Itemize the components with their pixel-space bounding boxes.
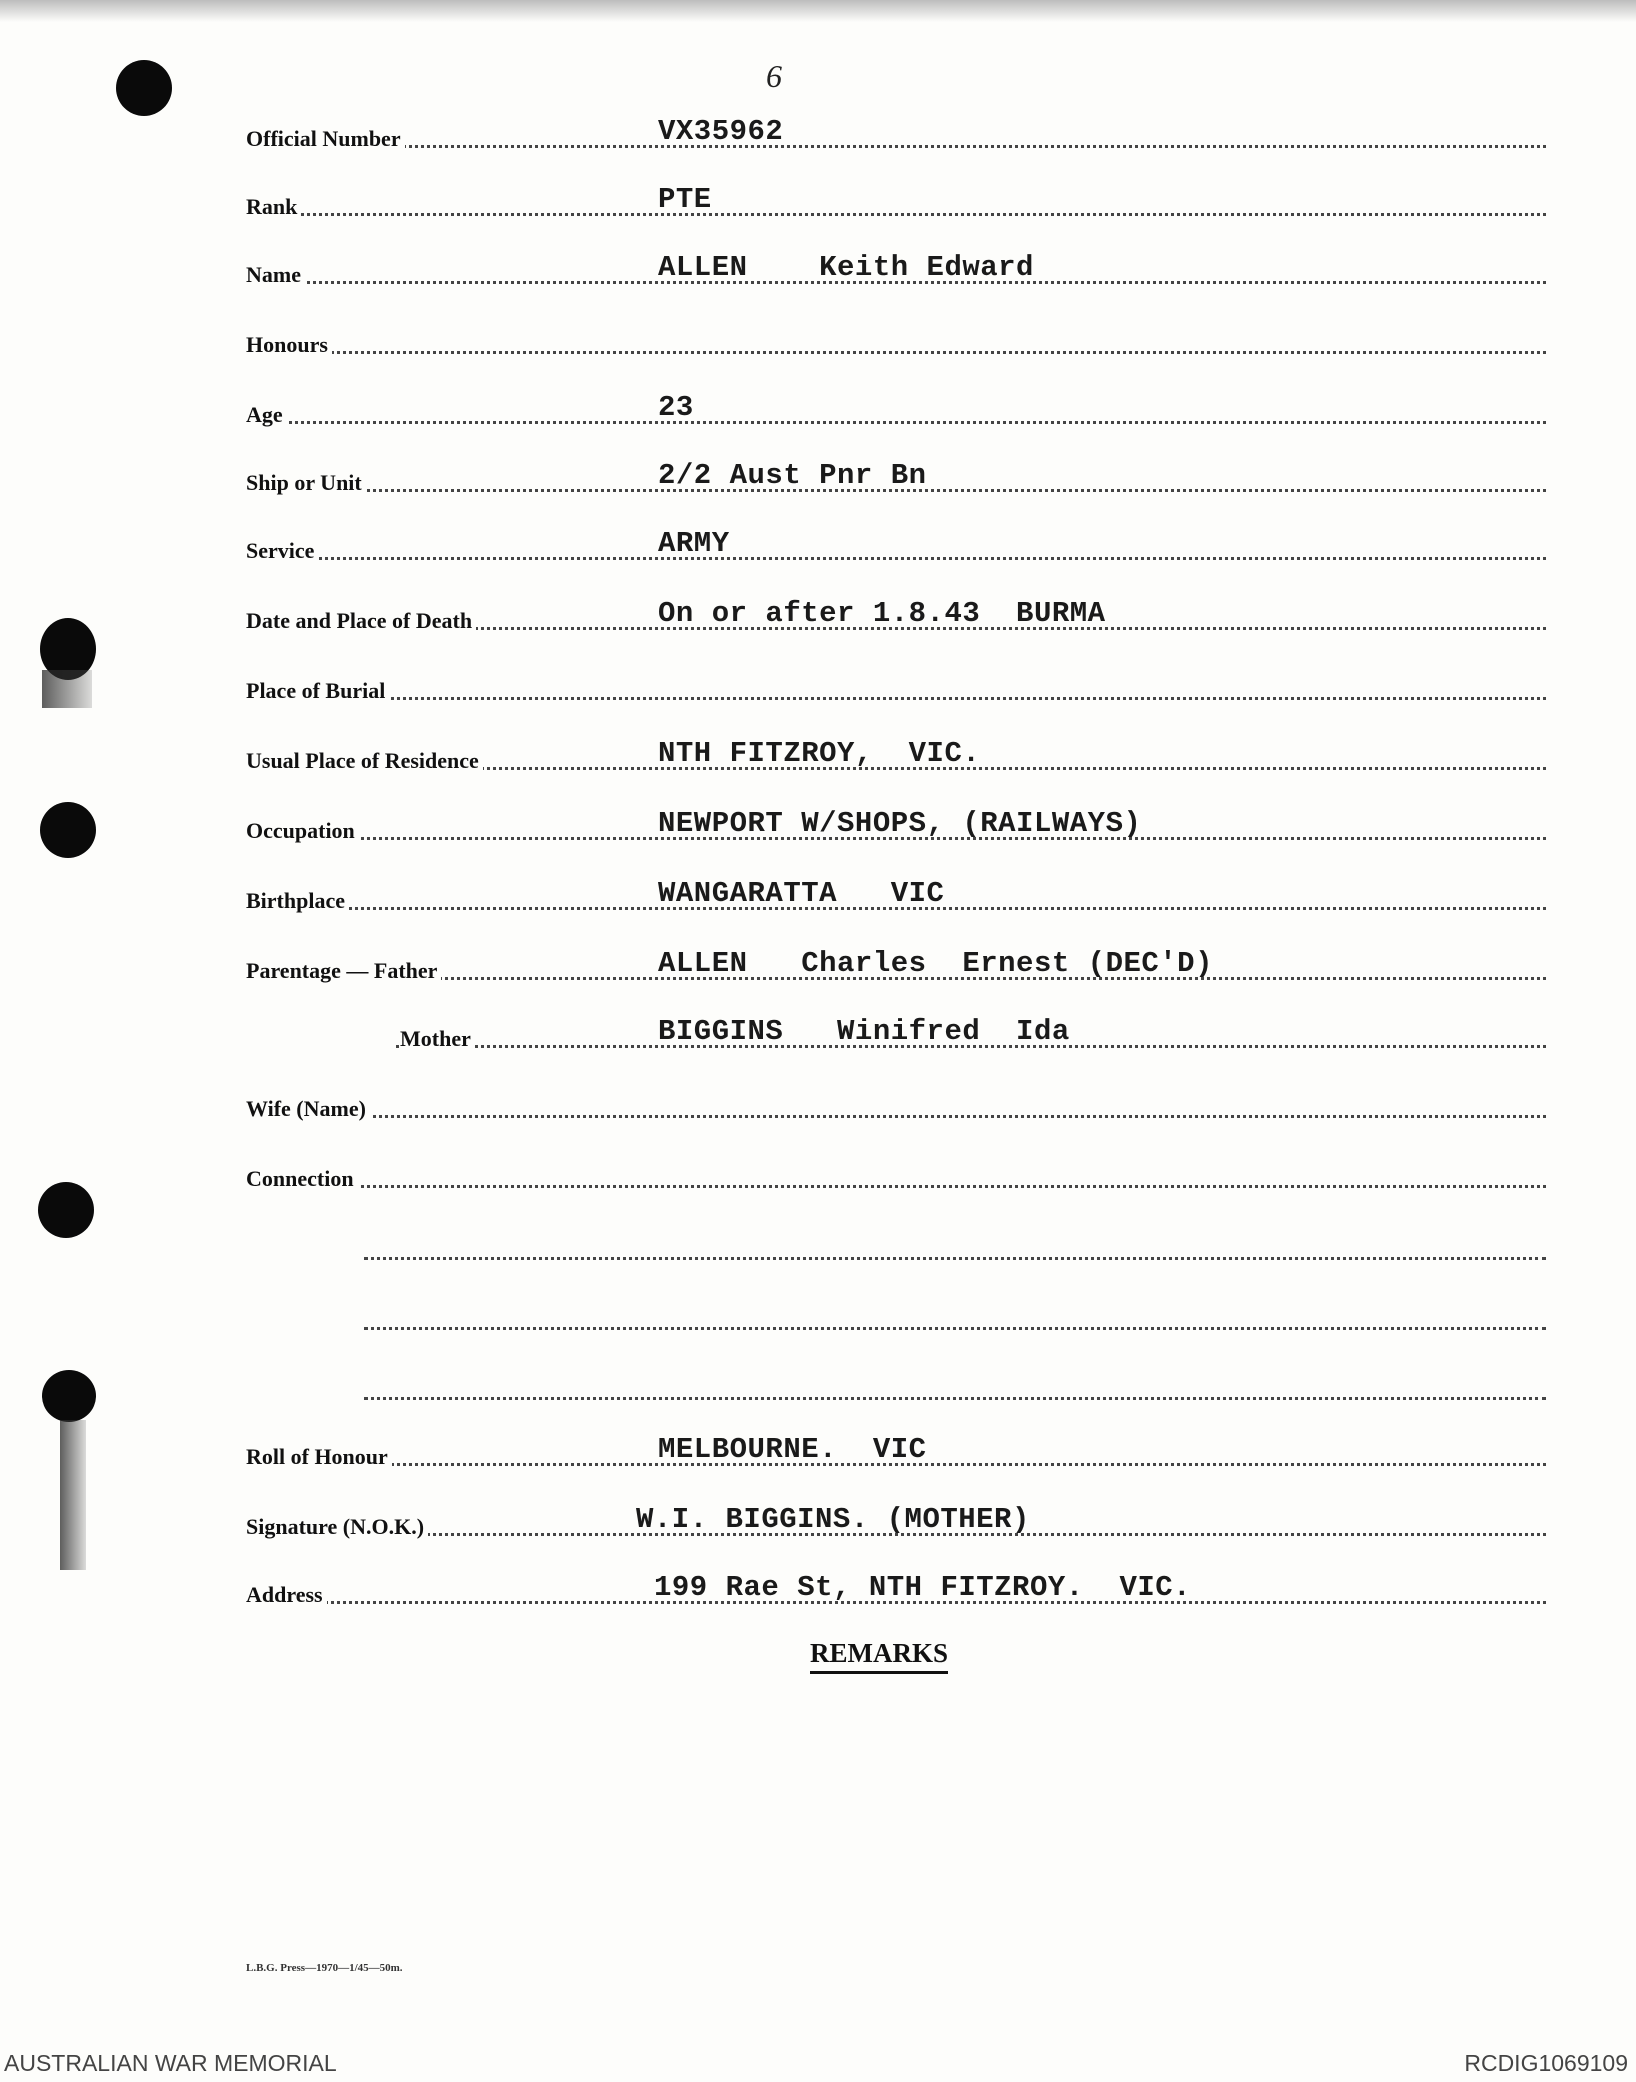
value-official-number: VX35962 [658,115,784,148]
row-wife [246,1080,1546,1124]
handwritten-page-number: 6 [766,58,782,94]
row-usual-residence [246,732,1546,776]
remarks-heading: REMARKS [810,1638,948,1674]
punch-hole [38,1182,94,1238]
punch-shadow [60,1420,86,1570]
label-address: Address [246,1582,327,1608]
label-signature: Signature (N.O.K.) [246,1514,428,1540]
label-honours: Honours [246,332,332,358]
row-address [246,1566,1546,1610]
label-birthplace: Birthplace [246,888,349,914]
label-age: Age [246,402,287,428]
value-service: ARMY [658,527,730,560]
dotted-line [246,421,1546,424]
label-official-number: Official Number [246,126,405,152]
value-name: ALLEN Keith Edward [658,251,1034,284]
row-place-of-burial [246,662,1546,706]
row-father [246,942,1546,986]
value-birthplace: WANGARATTA VIC [658,877,945,910]
dotted-line [246,1185,1546,1188]
label-wife: Wife (Name) [246,1096,370,1122]
value-address: 199 Rae St, NTH FITZROY. VIC. [654,1571,1192,1604]
row-mother [246,1010,1546,1054]
dotted-line [246,557,1546,560]
value-signature: W.I. BIGGINS. (MOTHER) [636,1503,1030,1536]
dotted-line [246,1115,1546,1118]
row-connection [246,1150,1546,1194]
dotted-line [246,145,1546,148]
row-connection-line [364,1222,1546,1266]
label-service: Service [246,538,318,564]
form-print-code: L.B.G. Press—1970—1/45—50m. [246,1962,403,1974]
label-connection: Connection [246,1166,358,1192]
row-name [246,246,1546,290]
row-occupation [246,802,1546,846]
value-father: ALLEN Charles Ernest (DEC'D) [658,947,1213,980]
value-age: 23 [658,391,694,424]
punch-hole [116,60,172,116]
label-father: Parentage — Father [246,958,441,984]
punch-hole [40,802,96,858]
row-connection-line [364,1292,1546,1336]
value-ship-or-unit: 2/2 Aust Pnr Bn [658,459,927,492]
row-connection-line [364,1362,1546,1406]
label-occupation: Occupation [246,818,359,844]
archive-credit: AUSTRALIAN WAR MEMORIAL [4,2050,337,2076]
value-occupation: NEWPORT W/SHOPS, (RAILWAYS) [658,807,1142,840]
row-signature [246,1498,1546,1542]
label-name: Name [246,262,305,288]
scan-top-edge [0,0,1636,22]
label-roll-of-honour: Roll of Honour [246,1444,392,1470]
row-date-place-death [246,592,1546,636]
label-ship-or-unit: Ship or Unit [246,470,366,496]
row-age [246,386,1546,430]
row-rank [246,178,1546,222]
value-date-place-death: On or after 1.8.43 BURMA [658,597,1106,630]
dotted-line [246,213,1546,216]
dotted-line [364,1327,1546,1330]
dotted-line [246,351,1546,354]
row-service [246,522,1546,566]
value-roll-of-honour: MELBOURNE. VIC [658,1433,927,1466]
label-mother: Mother [400,1026,475,1052]
row-birthplace [246,872,1546,916]
row-ship-or-unit [246,454,1546,498]
row-honours [246,316,1546,360]
label-rank: Rank [246,194,301,220]
value-usual-residence: NTH FITZROY, VIC. [658,737,981,770]
row-roll-of-honour [246,1428,1546,1472]
dotted-line [246,697,1546,700]
label-date-place-death: Date and Place of Death [246,608,476,634]
punch-shadow [42,670,92,708]
value-rank: PTE [658,183,712,216]
punch-hole [42,1370,96,1422]
archive-id: RCDIG1069109 [1464,2050,1628,2076]
dotted-line [364,1397,1546,1400]
label-place-of-burial: Place of Burial [246,678,389,704]
value-mother: BIGGINS Winifred Ida [658,1015,1070,1048]
dotted-line [364,1257,1546,1260]
row-official-number [246,110,1546,154]
label-usual-residence: Usual Place of Residence [246,748,483,774]
